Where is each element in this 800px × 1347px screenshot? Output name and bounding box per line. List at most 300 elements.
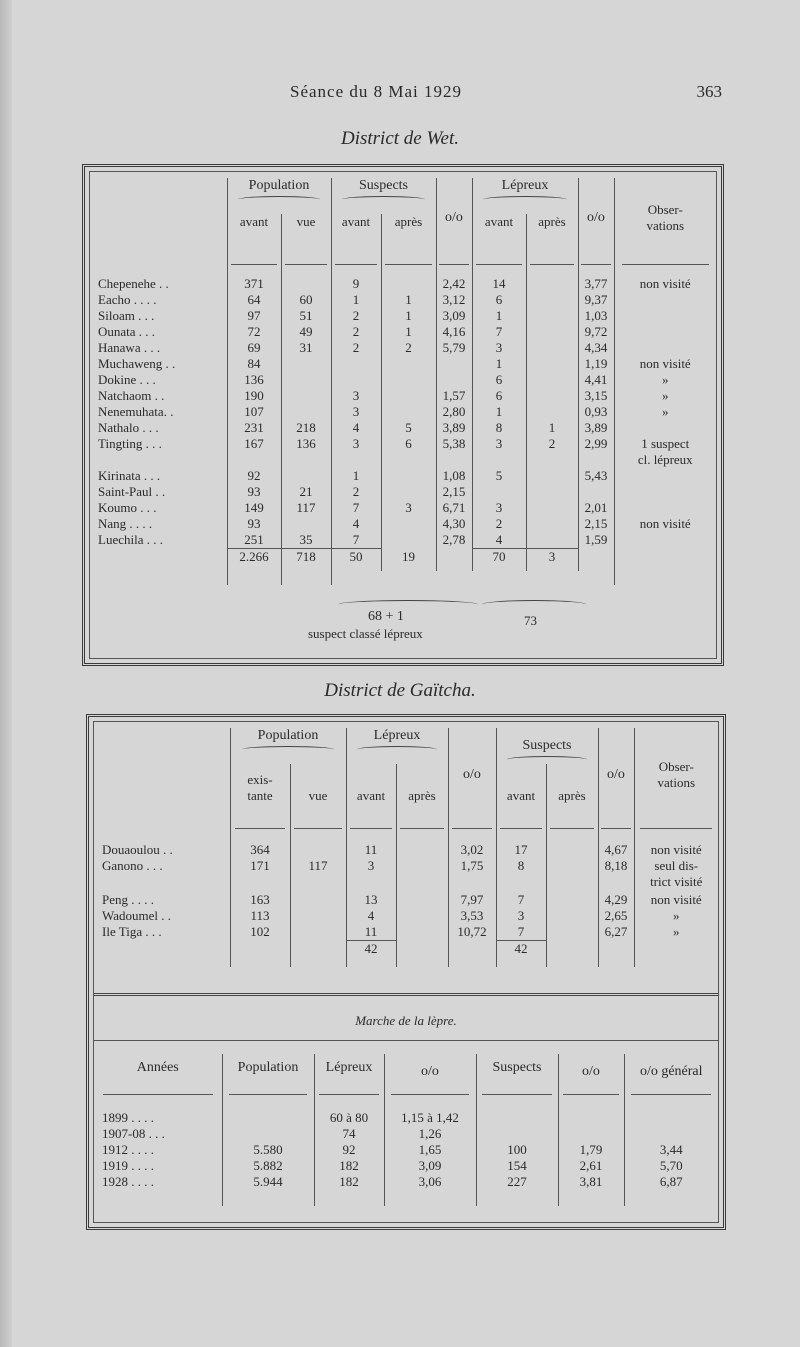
- wet-head-lepreux: Lépreux: [472, 178, 578, 214]
- suspects-apres: 1: [381, 292, 436, 308]
- lepreux-avant: 3: [472, 500, 526, 516]
- pop-existante: 364: [230, 842, 290, 858]
- pop-existante: 102: [230, 924, 290, 941]
- marche-head-lepreux: Lépreux: [314, 1054, 384, 1088]
- pct: 3,89: [436, 420, 472, 436]
- observation: [614, 292, 716, 308]
- pct: 4,30: [436, 516, 472, 532]
- lepreux-avant: 4: [346, 908, 396, 924]
- lepreux-apres: [526, 292, 578, 308]
- lepreux-apres: [526, 468, 578, 484]
- lepreux-apres: [526, 516, 578, 532]
- pop-vue: 31: [281, 340, 331, 356]
- pct2: 2,65: [598, 908, 634, 924]
- running-head: [0, 80, 800, 106]
- suspects-apres: 1: [381, 308, 436, 324]
- suspects-avant: 2: [331, 308, 381, 324]
- pop-avant: 72: [227, 324, 281, 340]
- pct2: 0,93: [578, 404, 614, 420]
- suspects-avant: 2: [331, 340, 381, 356]
- wet-head-susp-avant: avant: [331, 214, 381, 258]
- wet-total-susp-apres: 19: [381, 549, 436, 571]
- pct2: 3,77: [578, 276, 614, 292]
- pop-avant: 93: [227, 516, 281, 532]
- wet-summary-left: 68 + 1: [368, 609, 404, 624]
- village-name: Wadoumel . .: [94, 908, 230, 924]
- pop-vue: 136: [281, 436, 331, 468]
- pop-existante: 113: [230, 908, 290, 924]
- wet-total-pop-avant: 2.266: [227, 549, 281, 571]
- marche-title: Marche de la lèpre.: [355, 1013, 457, 1028]
- pct2: [558, 1126, 624, 1142]
- suspects-apres: [546, 842, 598, 858]
- wet-row: [90, 292, 716, 308]
- suspects-avant: 17: [496, 842, 546, 858]
- pop-avant: 107: [227, 404, 281, 420]
- pct2: 1,03: [578, 308, 614, 324]
- pop-avant: 93: [227, 484, 281, 500]
- marche-top-rule: [94, 1040, 718, 1041]
- pct: [436, 372, 472, 388]
- lepreux-apres: [526, 276, 578, 292]
- lepreux-avant: 4: [472, 532, 526, 549]
- gaitcha-row: [94, 858, 718, 892]
- annee: 1928 . . . .: [94, 1174, 222, 1190]
- observation: [614, 484, 716, 500]
- pct2: 4,67: [598, 842, 634, 858]
- lepreux-apres: [526, 356, 578, 372]
- village-name: Kirinata . . .: [90, 468, 227, 484]
- pct: 5,79: [436, 340, 472, 356]
- lepreux-avant: 1: [472, 404, 526, 420]
- pct: 3,12: [436, 292, 472, 308]
- pop-avant: 167: [227, 436, 281, 468]
- population: 5.944: [222, 1174, 314, 1190]
- village-name: Nathalo . . .: [90, 420, 227, 436]
- pop-vue: [290, 908, 346, 924]
- village-name: Nang . . . .: [90, 516, 227, 532]
- observation: [614, 324, 716, 340]
- pop-avant: 251: [227, 532, 281, 549]
- lepreux-avant: 3: [472, 340, 526, 356]
- gaitcha-title: District de Gaïtcha.: [324, 680, 476, 701]
- marche-row: [94, 1142, 718, 1158]
- pop-avant: 97: [227, 308, 281, 324]
- wet-row: [90, 532, 716, 549]
- pop-vue: 35: [281, 532, 331, 549]
- pop-vue: [281, 468, 331, 484]
- suspects-apres: [546, 908, 598, 924]
- lepreux-avant: 6: [472, 292, 526, 308]
- wet-table: [90, 178, 716, 585]
- pct: 7,97: [448, 892, 496, 908]
- pct: 10,72: [448, 924, 496, 941]
- observation: seul dis- trict visité: [650, 858, 703, 889]
- pct2: 1,79: [558, 1142, 624, 1158]
- wet-total-lep-avant: 70: [472, 549, 526, 571]
- pct: 3,53: [448, 908, 496, 924]
- suspects-apres: 1: [381, 324, 436, 340]
- pop-avant: 69: [227, 340, 281, 356]
- annee: 1899 . . . .: [94, 1110, 222, 1126]
- village-name: Saint-Paul . .: [90, 484, 227, 500]
- pct2: [578, 484, 614, 500]
- wet-head-pct: o/o: [436, 178, 472, 258]
- wet-totals-row: [90, 549, 716, 571]
- pop-vue: [290, 842, 346, 858]
- pct2: 6,27: [598, 924, 634, 941]
- lepreux-apres: [396, 908, 448, 924]
- gaitcha-head-observations: Obser- vations: [657, 759, 696, 790]
- gaitcha-head-susp-apres: après: [546, 764, 598, 822]
- population: [222, 1126, 314, 1142]
- lepreux-avant: 11: [346, 842, 396, 858]
- book-spine-shadow: [0, 0, 12, 1347]
- pop-avant: 149: [227, 500, 281, 516]
- pct2: 9,37: [578, 292, 614, 308]
- marche-head-suspects: Suspects: [476, 1054, 558, 1088]
- wet-row: [90, 404, 716, 420]
- pct: 1,65: [384, 1142, 476, 1158]
- pct2: 4,34: [578, 340, 614, 356]
- wet-row: [90, 436, 716, 468]
- suspects-avant: [331, 356, 381, 372]
- pct2: 2,61: [558, 1158, 624, 1174]
- pct2: 2,99: [578, 436, 614, 468]
- pop-vue: [281, 372, 331, 388]
- gaitcha-separator: [94, 993, 718, 996]
- pct: 1,08: [436, 468, 472, 484]
- suspects-apres: 5: [381, 420, 436, 436]
- wet-head-pct2: o/o: [578, 178, 614, 258]
- suspects-avant: 3: [331, 436, 381, 468]
- suspects-apres: [546, 924, 598, 941]
- pct: 2,78: [436, 532, 472, 549]
- observation: »: [662, 372, 669, 387]
- lepreux-apres: [526, 308, 578, 324]
- wet-row: [90, 420, 716, 436]
- population: 5.580: [222, 1142, 314, 1158]
- wet-head-observations: Obser- vations: [646, 202, 685, 233]
- village-name: Ganono . . .: [94, 858, 230, 892]
- observation: non visité: [639, 516, 691, 531]
- suspects-apres: 3: [381, 500, 436, 516]
- gaitcha-head-suspects: Suspects: [496, 728, 598, 764]
- lepreux-avant: 3: [346, 858, 396, 892]
- pct2: 5,43: [578, 468, 614, 484]
- pct: 3,09: [436, 308, 472, 324]
- suspects: [476, 1110, 558, 1126]
- observation: non visité: [639, 276, 691, 291]
- lepreux-apres: [526, 532, 578, 549]
- pct: 4,16: [436, 324, 472, 340]
- wet-head-lep-avant: avant: [472, 214, 526, 258]
- gaitcha-head-pct2: o/o: [598, 728, 634, 822]
- pop-avant: 92: [227, 468, 281, 484]
- suspects-avant: 7: [496, 924, 546, 941]
- page-number: 363: [696, 82, 722, 101]
- gaitcha-row: [94, 924, 718, 941]
- pop-vue: [281, 276, 331, 292]
- wet-head-pop-vue: vue: [281, 214, 331, 258]
- observation: [614, 420, 716, 436]
- pop-vue: 218: [281, 420, 331, 436]
- pop-vue: [281, 404, 331, 420]
- suspects-apres: [546, 858, 598, 892]
- wet-row: [90, 276, 716, 292]
- pop-avant: 371: [227, 276, 281, 292]
- lepreux-avant: 3: [472, 436, 526, 468]
- suspects-avant: 3: [331, 404, 381, 420]
- pop-vue: [281, 516, 331, 532]
- lepreux-avant: 7: [472, 324, 526, 340]
- pct: [436, 356, 472, 372]
- observation: »: [662, 388, 669, 403]
- wet-row: [90, 500, 716, 516]
- observation: »: [673, 908, 680, 923]
- wet-row: [90, 516, 716, 532]
- observation: non visité: [650, 892, 702, 907]
- pct: 2,80: [436, 404, 472, 420]
- village-name: Muchaweng . .: [90, 356, 227, 372]
- suspects-apres: [381, 276, 436, 292]
- lepreux-avant: 5: [472, 468, 526, 484]
- lepreux-apres: [526, 324, 578, 340]
- annee: 1907-08 . . .: [94, 1126, 222, 1142]
- pct: 3,06: [384, 1174, 476, 1190]
- running-title: Séance du 8 Mai 1929: [290, 82, 463, 101]
- lepreux-apres: [396, 892, 448, 908]
- marche-row: [94, 1158, 718, 1174]
- observation: non visité: [639, 356, 691, 371]
- lepreux: 92: [314, 1142, 384, 1158]
- population: 5.882: [222, 1158, 314, 1174]
- pct: 1,75: [448, 858, 496, 892]
- pop-avant: 136: [227, 372, 281, 388]
- gaitcha-head-lep-apres: après: [396, 764, 448, 822]
- observation: 1 suspect cl. lépreux: [637, 436, 693, 467]
- wet-row: [90, 340, 716, 356]
- gaitcha-head-lepreux: Lépreux: [346, 728, 448, 764]
- wet-head-pop-avant: avant: [227, 214, 281, 258]
- suspects-avant: 9: [331, 276, 381, 292]
- pop-existante: 171: [230, 858, 290, 892]
- suspects-avant: 2: [331, 484, 381, 500]
- gaitcha-total-lep-avant: 42: [346, 941, 396, 967]
- suspects-apres: [381, 516, 436, 532]
- lepreux-apres: [396, 924, 448, 941]
- gaitcha-head-pct: o/o: [448, 728, 496, 822]
- pop-vue: 21: [281, 484, 331, 500]
- pct: 3,02: [448, 842, 496, 858]
- village-name: Natchaom . .: [90, 388, 227, 404]
- suspects-avant: 4: [331, 516, 381, 532]
- suspects-apres: [381, 388, 436, 404]
- lepreux-avant: 2: [472, 516, 526, 532]
- village-name: Peng . . . .: [94, 892, 230, 908]
- pct: 2,42: [436, 276, 472, 292]
- suspects-avant: 7: [331, 500, 381, 516]
- suspects: 154: [476, 1158, 558, 1174]
- gaitcha-head-population: Population: [230, 728, 346, 764]
- lepreux-apres: [396, 842, 448, 858]
- marche-head-pct: o/o: [384, 1054, 476, 1088]
- pop-vue: 117: [281, 500, 331, 516]
- suspects-avant: 8: [496, 858, 546, 892]
- lepreux-avant: 14: [472, 276, 526, 292]
- wet-corner: [90, 178, 227, 214]
- population: [222, 1110, 314, 1126]
- pct-general: [624, 1126, 718, 1142]
- pct2: 3,81: [558, 1174, 624, 1190]
- pop-vue: [281, 388, 331, 404]
- wet-row: [90, 388, 716, 404]
- suspects-avant: 3: [496, 908, 546, 924]
- pop-vue: [281, 356, 331, 372]
- suspects-apres: [381, 372, 436, 388]
- lepreux-avant: 8: [472, 420, 526, 436]
- annee: 1912 . . . .: [94, 1142, 222, 1158]
- marche-row: [94, 1110, 718, 1126]
- suspects-apres: 6: [381, 436, 436, 468]
- village-name: Ile Tiga . . .: [94, 924, 230, 941]
- pct2: 4,29: [598, 892, 634, 908]
- pop-vue: 117: [290, 858, 346, 892]
- pop-existante: 163: [230, 892, 290, 908]
- observation: [614, 532, 716, 549]
- pct2: [558, 1110, 624, 1126]
- pop-avant: 231: [227, 420, 281, 436]
- pop-vue: 60: [281, 292, 331, 308]
- gaitcha-head-susp-avant: avant: [496, 764, 546, 822]
- suspects: 227: [476, 1174, 558, 1190]
- pct-general: [624, 1110, 718, 1126]
- pct2: 3,89: [578, 420, 614, 436]
- wet-head-susp-apres: après: [381, 214, 436, 258]
- village-name: Siloam . . .: [90, 308, 227, 324]
- marche-table: [94, 1054, 718, 1206]
- lepreux-apres: [526, 404, 578, 420]
- gaitcha-totals-row: [94, 941, 718, 967]
- village-name: Douaoulou . .: [94, 842, 230, 858]
- pct2: 1,59: [578, 532, 614, 549]
- pct-general: 3,44: [659, 1142, 683, 1157]
- lepreux: 74: [314, 1126, 384, 1142]
- wet-row: [90, 372, 716, 388]
- marche-head-pct2: o/o: [558, 1054, 624, 1088]
- annee: 1919 . . . .: [94, 1158, 222, 1174]
- pct2: 2,15: [578, 516, 614, 532]
- pct: 6,71: [436, 500, 472, 516]
- lepreux: 182: [314, 1174, 384, 1190]
- suspects-avant: 1: [331, 468, 381, 484]
- wet-head-suspects: Suspects: [331, 178, 436, 214]
- gaitcha-table: [94, 728, 718, 967]
- gaitcha-head-lep-avant: avant: [346, 764, 396, 822]
- lepreux: 60 à 80: [314, 1110, 384, 1126]
- lepreux-avant: 11: [346, 924, 396, 941]
- marche-head-annees: Années: [94, 1054, 222, 1088]
- lepreux-apres: [526, 372, 578, 388]
- lepreux-avant: 1: [472, 356, 526, 372]
- pct2: 1,19: [578, 356, 614, 372]
- suspects-avant: 2: [331, 324, 381, 340]
- lepreux-apres: 1: [526, 420, 578, 436]
- lepreux-apres: [526, 484, 578, 500]
- pop-vue: 49: [281, 324, 331, 340]
- marche-head-population: Population: [222, 1054, 314, 1088]
- suspects-apres: 2: [381, 340, 436, 356]
- lepreux-avant: 6: [472, 372, 526, 388]
- wet-total-lep-apres: 3: [526, 549, 578, 571]
- suspects-apres: [381, 468, 436, 484]
- marche-head-general: o/o général: [639, 1064, 703, 1079]
- pop-avant: 64: [227, 292, 281, 308]
- wet-suspects-brace: [338, 600, 478, 609]
- village-name: Ounata . . .: [90, 324, 227, 340]
- village-name: Eacho . . . .: [90, 292, 227, 308]
- suspects-avant: [331, 372, 381, 388]
- village-name: Tingting . . .: [90, 436, 227, 468]
- suspects-avant: 7: [496, 892, 546, 908]
- pct: 1,57: [436, 388, 472, 404]
- observation: non visité: [650, 842, 702, 857]
- wet-row: [90, 468, 716, 484]
- observation: [614, 340, 716, 356]
- suspects-avant: 7: [331, 532, 381, 549]
- village-name: Dokine . . .: [90, 372, 227, 388]
- suspects-apres: [381, 356, 436, 372]
- observation: [614, 308, 716, 324]
- lepreux-apres: [526, 500, 578, 516]
- pop-vue: 51: [281, 308, 331, 324]
- gaitcha-head-existante: exis- tante: [230, 764, 290, 822]
- gaitcha-total-susp-avant: 42: [496, 941, 546, 967]
- suspects: [476, 1126, 558, 1142]
- wet-row: [90, 356, 716, 372]
- village-name: Nenemuhata. .: [90, 404, 227, 420]
- pop-avant: 84: [227, 356, 281, 372]
- wet-head-lep-apres: après: [526, 214, 578, 258]
- suspects-avant: 3: [331, 388, 381, 404]
- lepreux-apres: [396, 858, 448, 892]
- observation: [614, 468, 716, 484]
- gaitcha-head-vue: vue: [290, 764, 346, 822]
- village-name: Luechila . . .: [90, 532, 227, 549]
- pct2: 2,01: [578, 500, 614, 516]
- pct: 5,38: [436, 436, 472, 468]
- suspects-apres: [381, 404, 436, 420]
- pct2: 9,72: [578, 324, 614, 340]
- lepreux-avant: 13: [346, 892, 396, 908]
- wet-row: [90, 308, 716, 324]
- pct: 1,15 à 1,42: [384, 1110, 476, 1126]
- pct: 1,26: [384, 1126, 476, 1142]
- marche-row: [94, 1174, 718, 1190]
- village-name: Chepenehe . .: [90, 276, 227, 292]
- lepreux-apres: [526, 388, 578, 404]
- pct2: 4,41: [578, 372, 614, 388]
- suspects-avant: 1: [331, 292, 381, 308]
- wet-total-susp-avant: 50: [331, 549, 381, 571]
- lepreux-apres: [526, 340, 578, 356]
- wet-summary-right: 73: [524, 613, 537, 628]
- pop-vue: [290, 892, 346, 908]
- wet-summary-note: suspect classé lépreux: [308, 626, 423, 641]
- gaitcha-row: [94, 908, 718, 924]
- gaitcha-row: [94, 842, 718, 858]
- lepreux-apres: 2: [526, 436, 578, 468]
